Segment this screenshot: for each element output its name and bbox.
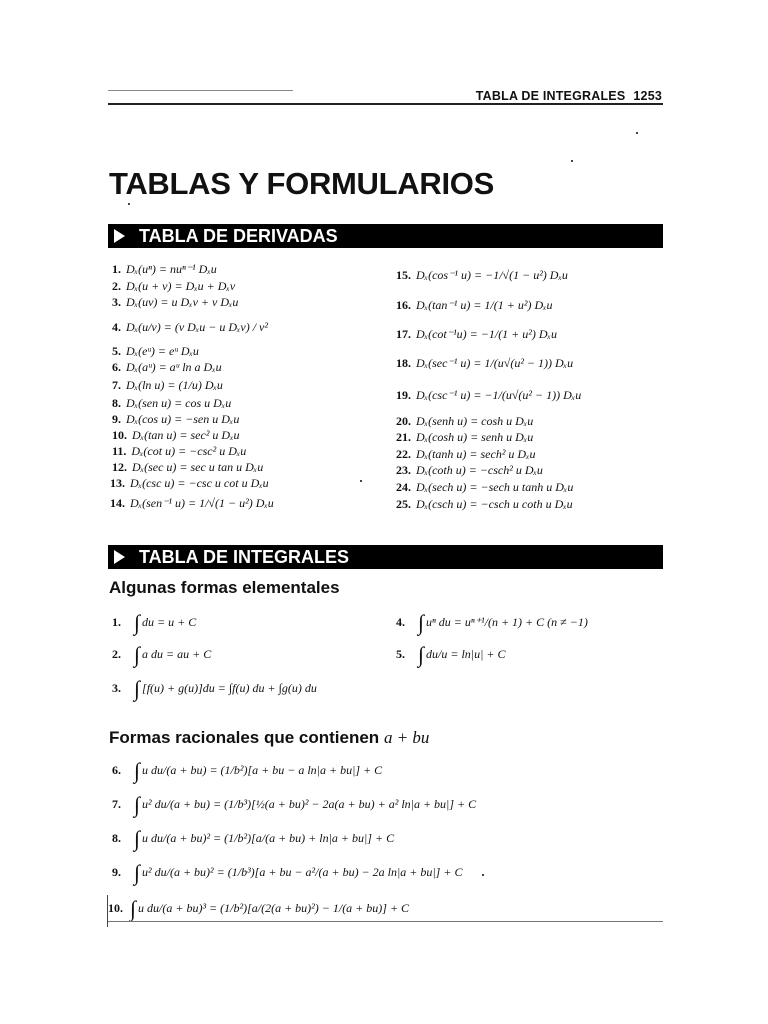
integral-row: 3. ∫ [f(u) + g(u)]du = ∫f(u) du + ∫g(u) du	[112, 676, 317, 701]
section-bar-integrales	[108, 545, 663, 569]
formula-row: 9. Dₓ(cos u) = −sen u Dₓu	[112, 412, 240, 426]
section-title-integrales: TABLA DE INTEGRALES	[139, 547, 349, 567]
subheading-elementales: Algunas formas elementales	[109, 578, 340, 597]
left-margin-rule	[107, 895, 108, 927]
formula-row: 17. Dₓ(cot⁻¹u) = −1/(1 + u²) Dₓu	[396, 327, 557, 341]
formula-row: 1. Dₓ(uⁿ) = nuⁿ⁻¹ Dₓu	[112, 262, 217, 276]
integral-row: 9. ∫ u² du/(a + bu)² = (1/b³)[a + bu − a²/(a + bu) − 2a ln|a + bu|] + C	[112, 860, 463, 885]
section-title-derivadas: TABLA DE DERIVADAS	[139, 226, 338, 246]
page-title: TABLAS Y FORMULARIOS	[109, 166, 494, 201]
formula-row: 24. Dₓ(sech u) = −sech u tanh u Dₓu	[396, 480, 574, 494]
formula-row: 19. Dₓ(csc⁻¹ u) = −1/(u√(u² − 1)) Dₓu	[396, 388, 582, 402]
formula-row: 4. Dₓ(u/v) = (v Dₓu − u Dₓv) / v²	[112, 320, 268, 334]
scan-speck	[636, 132, 638, 134]
formula-row: 16. Dₓ(tan⁻¹ u) = 1/(1 + u²) Dₓu	[396, 298, 553, 312]
integral-row: 10. ∫ u du/(a + bu)³ = (1/b²)[a/(2(a + bu)²) − 1/(a + bu)] + C	[108, 896, 410, 921]
page-number: 1253	[633, 89, 662, 103]
formula-row: 22. Dₓ(tanh u) = sech² u Dₓu	[396, 447, 536, 461]
formula-row: 5. Dₓ(eᵘ) = eᵘ Dₓu	[112, 344, 199, 358]
formula-row: 15. Dₓ(cos⁻¹ u) = −1/√(1 − u²) Dₓu	[396, 268, 568, 282]
formula-row: 13. Dₓ(csc u) = −csc u cot u Dₓu	[110, 476, 269, 490]
integral-row: 6. ∫ u du/(a + bu) = (1/b²)[a + bu − a ln|a + bu|] + C	[112, 758, 383, 783]
subheading-racionales: Formas racionales que contienen a + bu	[109, 728, 430, 747]
header-short-rule	[108, 90, 293, 91]
triangle-icon	[114, 229, 125, 243]
subheading-expression: a + bu	[383, 728, 430, 747]
integral-row: 4. ∫ uⁿ du = uⁿ⁺¹/(n + 1) + C (n ≠ −1)	[396, 610, 588, 635]
formula-row: 21. Dₓ(cosh u) = senh u Dₓu	[396, 430, 534, 444]
bottom-rule	[108, 921, 663, 922]
formula-row: 12. Dₓ(sec u) = sec u tan u Dₓu	[112, 460, 264, 474]
formula-row: 14. Dₓ(sen⁻¹ u) = 1/√(1 − u²) Dₓu	[110, 496, 274, 510]
integral-row: 1. ∫ du = u + C	[112, 610, 197, 635]
formula-row: 7. Dₓ(ln u) = (1/u) Dₓu	[112, 378, 223, 392]
formula-row: 10. Dₓ(tan u) = sec² u Dₓu	[112, 428, 240, 442]
formula-row: 3. Dₓ(uv) = u Dₓv + v Dₓu	[112, 295, 239, 309]
formula-row: 25. Dₓ(csch u) = −csch u coth u Dₓu	[396, 497, 573, 511]
triangle-icon	[114, 550, 125, 564]
formula-row: 6. Dₓ(aᵘ) = aᵘ ln a Dₓu	[112, 360, 222, 374]
formula-row: 2. Dₓ(u + v) = Dₓu + Dₓv	[112, 279, 236, 293]
integral-row: 7. ∫ u² du/(a + bu) = (1/b³)[½(a + bu)² − 2a(a + bu) + a² ln|a + bu|] + C	[112, 792, 477, 817]
scan-speck	[482, 874, 484, 876]
scan-speck	[571, 160, 573, 162]
header-rule	[108, 103, 663, 105]
integral-row: 5. ∫ du/u = ln|u| + C	[396, 642, 506, 667]
formula-row: 20. Dₓ(senh u) = cosh u Dₓu	[396, 414, 534, 428]
integral-row: 8. ∫ u du/(a + bu)² = (1/b²)[a/(a + bu) + ln|a + bu|] + C	[112, 826, 395, 851]
running-head-section: TABLA DE INTEGRALES	[475, 89, 626, 103]
scan-speck	[360, 480, 362, 482]
formula-row: 23. Dₓ(coth u) = −csch² u Dₓu	[396, 463, 543, 477]
formula-row: 8. Dₓ(sen u) = cos u Dₓu	[112, 396, 232, 410]
running-head	[476, 89, 662, 103]
formula-row: 11. Dₓ(cot u) = −csc² u Dₓu	[112, 444, 247, 458]
scan-speck	[128, 203, 130, 205]
integral-row: 2. ∫ a du = au + C	[112, 642, 212, 667]
formula-row: 18. Dₓ(sec⁻¹ u) = 1/(u√(u² − 1)) Dₓu	[396, 356, 574, 370]
section-bar-derivadas	[108, 224, 663, 248]
